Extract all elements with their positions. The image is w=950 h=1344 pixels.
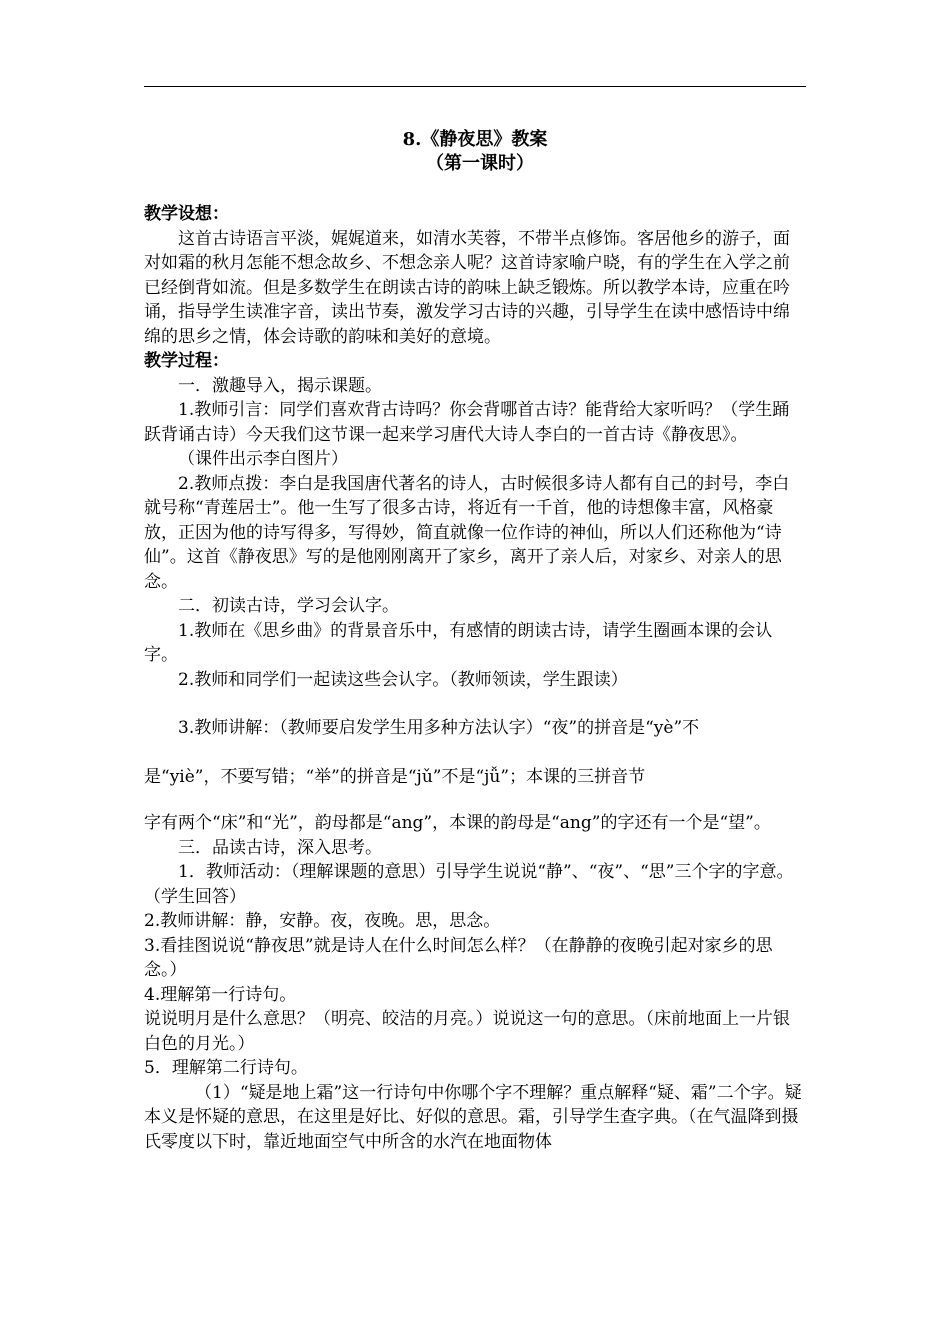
document-body — [144, 202, 802, 1154]
section-heading: 教学设想： — [144, 204, 229, 224]
body-paragraph: 1.教师引言：同学们喜欢背古诗吗？你会背哪首古诗？能背给大家听吗？（学生踊跃背诵古诗）今天我们这节课一起来学习唐代大诗人李白的一首古诗《静夜思》。 — [144, 400, 790, 445]
body-paragraph: 这首古诗语言平淡，娓娓道来，如清水芙蓉，不带半点修饰。客居他乡的游子，面对如霜的秋月怎能不想念故乡、不想念亲人呢？这首诗家喻户晓，有的学生在入学之前已经倒背如流。但是多数学生在朗读古诗的韵味上缺乏锻炼。所以教学本诗，应重在吟诵，指导学生读准字音，读出节奏，激发学习古诗的兴趣，引导学生在读中感悟诗中绵绵的思乡之情，体会诗歌的韵味和美好的意境。 — [144, 228, 790, 347]
body-paragraph: 1.教师在《思乡曲》的背景音乐中，有感情的朗读古诗，请学生圈画本课的会认字。 — [144, 620, 773, 665]
body-paragraph: （1）“疑是地上霜”这一行诗句中你哪个字不理解？重点解释“疑、霜”二个字。疑本义是怀疑的意思，在这里是好比、好似的意思。霜，引导学生查字典。（在气温降到摄氏零度以下时，靠近地面空气中所含的水汽在地面物体 — [144, 1082, 802, 1152]
body-paragraph: 3.教师讲解：（教师要启发学生用多种方法认字）“夜”的拼音是“yè”不 — [178, 718, 700, 738]
body-paragraph: 是“yiè”，不要写错；“举”的拼音是“jǔ”不是“jǚ”；本课的三拼音节 — [144, 766, 646, 787]
header-rule — [144, 86, 806, 87]
document-subtitle: （第一课时） — [426, 153, 534, 174]
body-paragraph: 字有两个“床”和“光”，韵母都是“ang”，本课的韵母是“ang”的字还有一个是“望”。 — [144, 813, 771, 833]
body-paragraph: 2.教师和同学们一起读这些会认字。（教师领读，学生跟读） — [178, 669, 628, 690]
section-heading: 教学过程： — [144, 351, 229, 371]
body-paragraph: 3.看挂图说说“静夜思”就是诗人在什么时间怎么样？（在静静的夜晚引起对家乡的思念。） — [144, 935, 773, 980]
body-paragraph: 5．理解第二行诗句。 — [144, 1058, 308, 1078]
body-paragraph: （课件出示李白图片） — [178, 449, 348, 469]
body-paragraph: 2.教师点拨：李白是我国唐代著名的诗人，古时候很多诗人都有自己的封号，李白就号称“青莲居士”。他一生写了很多古诗，将近有一千首，他的诗想像丰富，风格豪放，正因为他的诗写得多，写得妙，简直就像一位作诗的神仙，所以人们还称他为“诗仙”。这首《静夜思》写的是他刚刚离开了家乡，离开了亲人后，对家乡、对亲人的思念。 — [144, 473, 790, 592]
document-title: 8.《静夜思》教案 — [402, 129, 548, 150]
body-paragraph: 一．激趣导入，揭示课题。 — [178, 375, 382, 396]
body-paragraph: 1．教师活动：（理解课题的意思）引导学生说说“静”、“夜”、“思”三个字的字意。（学生回答） — [144, 862, 794, 907]
body-paragraph: 2.教师讲解：静，安静。夜，夜晚。思，思念。 — [144, 911, 501, 931]
body-paragraph: 二．初读古诗，学习会认字。 — [178, 596, 399, 616]
body-paragraph: 说说明月是什么意思？（明亮、皎洁的月亮。）说说这一句的意思。（床前地面上一片银白色的月光。） — [144, 1009, 790, 1054]
body-paragraph: 三．品读古诗，深入思考。 — [178, 837, 382, 858]
body-paragraph: 4.理解第一行诗句。 — [144, 984, 297, 1005]
